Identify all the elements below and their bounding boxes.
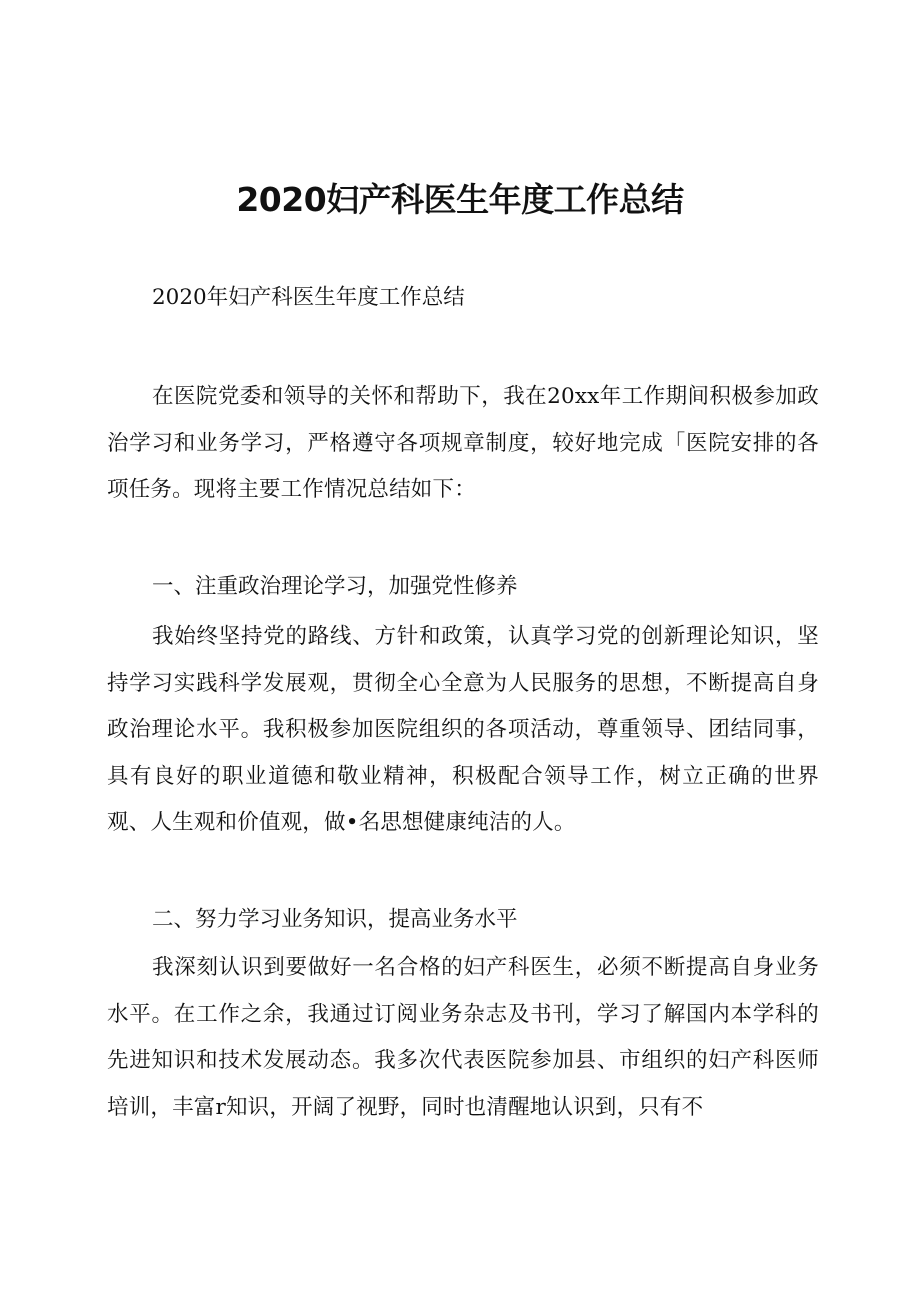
section-heading: 二、努力学习业务知识，提高业务水平 — [152, 907, 518, 932]
document-subtitle: 2020年妇产科医生年度工作总结 — [152, 285, 465, 310]
document-title: 2020妇产科医生年度工作总结 — [236, 180, 684, 219]
intro-paragraph: 在医院党委和领导的关怀和帮助下，我在20xx年工作期间积极参加政治学习和业务学习，严格遵守各项规章制度，较好地完成「医院安排的各项任务。现将主要工作情况总结如下： — [107, 384, 819, 502]
section-heading: 一、注重政治理论学习，加强党性修养 — [152, 574, 518, 599]
section-body: 我深刻认识到要做好一名合格的妇产科医生，必须不断提高自身业务水平。在工作之余，我通过订阅业务杂志及书刊，学习了解国内本学科的先进知识和技术发展动态。我多次代表医院参加县、市组织的妇产科医师培训，丰富r知识，开阔了视野，同时也清醒地认识到，只有不 — [107, 955, 819, 1120]
section-body: 我始终坚持党的路线、方针和政策，认真学习党的创新理论知识，坚持学习实践科学发展观，贯彻全心全意为人民服务的思想，不断提高自身政治理论水平。我积极参加医院组织的各项活动，尊重领导、团结同事，具有良好的职业道德和敬业精神，积极配合领导工作，树立正确的世界观、人生观和价值观，做•名思想健康纯洁的人。 — [107, 624, 819, 835]
